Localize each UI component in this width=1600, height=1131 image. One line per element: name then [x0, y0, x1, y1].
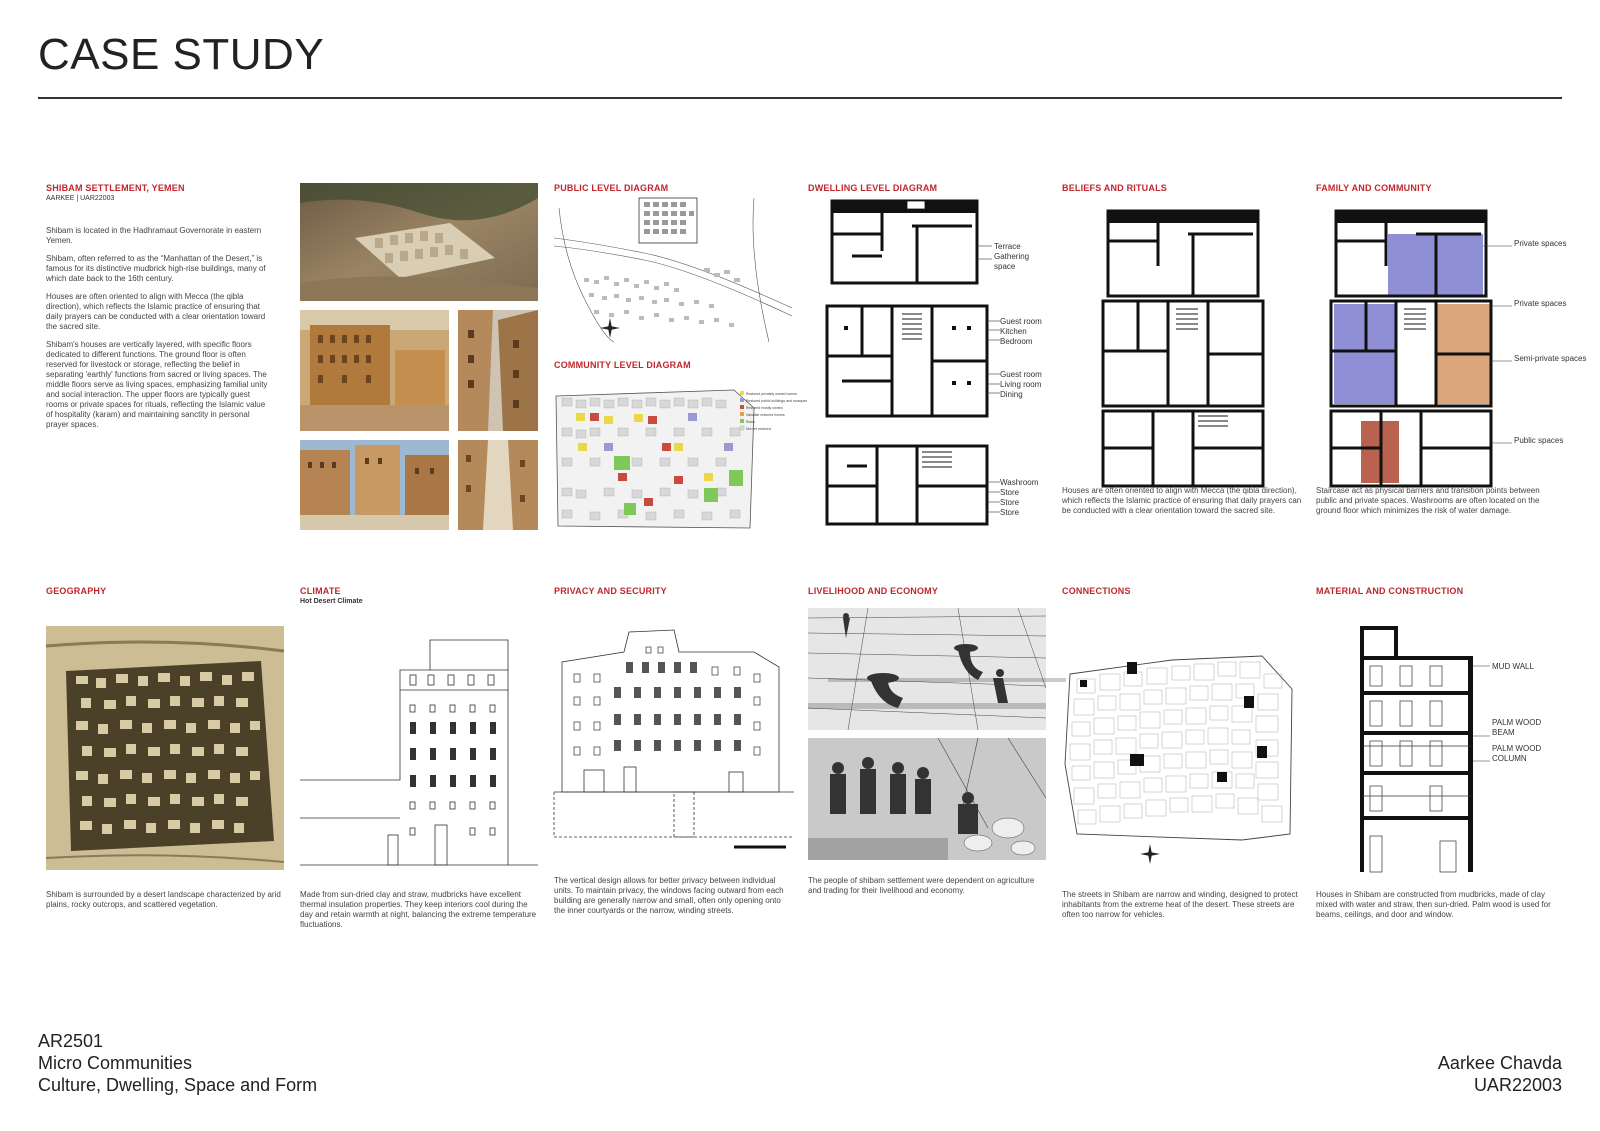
- public-level-heading: PUBLIC LEVEL DIAGRAM: [554, 183, 669, 193]
- legend-item: Restored privately owned homes: [746, 392, 797, 396]
- connections-panel: [1062, 586, 1302, 596]
- geography-panel: [46, 586, 286, 596]
- family-label: Private spaces: [1514, 239, 1567, 248]
- beliefs-plan: [1098, 206, 1268, 490]
- agriculture-engraving: [808, 608, 1046, 730]
- course-topic: Culture, Dwelling, Space and Form: [38, 1075, 318, 1095]
- legend-item: Restored mostly owned: [746, 406, 783, 410]
- dwelling-label: Kitchen: [1000, 327, 1027, 336]
- material-panel: [1316, 586, 1556, 596]
- course-name: Micro Communities: [38, 1053, 193, 1073]
- dwelling-label: space: [994, 262, 1016, 271]
- material-label: MUD WALL: [1492, 662, 1534, 671]
- family-panel: [1316, 183, 1556, 193]
- public-level-panel: [554, 183, 794, 193]
- material-label: PALM WOOD: [1492, 718, 1542, 727]
- connections-caption: The streets in Shibam are narrow and winding, designed to protect inhabitants from the extreme heat of the desert. These streets are often too narrow for vehicles.: [1062, 890, 1298, 919]
- climate-elevation: [300, 630, 538, 870]
- dwelling-label: Guest room: [1000, 370, 1042, 379]
- community-level-heading: COMMUNITY LEVEL DIAGRAM: [554, 360, 691, 370]
- community-level-panel: [554, 360, 794, 370]
- beliefs-heading: BELIEFS AND RITUALS: [1062, 183, 1167, 193]
- beliefs-caption: Houses are often oriented to align with Mecca (the qibla direction), which reflects the Islamic practice of ensuring that daily prayers can be conducted with a clear orientation toward the sacred site.: [1062, 486, 1302, 515]
- geography-aerial: [46, 626, 284, 870]
- privacy-panel: [554, 586, 794, 596]
- climate-heading: CLIMATE: [300, 586, 341, 596]
- page-title: CASE STUDY: [38, 30, 325, 79]
- legend-item: Not yet restored: [746, 427, 771, 431]
- city-street-photo: [300, 440, 449, 530]
- climate-subheading: Hot Desert Climate: [300, 598, 363, 605]
- material-label: COLUMN: [1492, 754, 1527, 763]
- dwelling-label: Guest room: [1000, 317, 1042, 326]
- family-heading: FAMILY AND COMMUNITY: [1316, 183, 1432, 193]
- tower-photo: [458, 310, 538, 431]
- connections-heading: CONNECTIONS: [1062, 586, 1131, 596]
- family-label: Semi-private spaces: [1514, 354, 1587, 363]
- climate-panel: [300, 586, 540, 605]
- street-photo: [300, 310, 449, 431]
- intro-heading: SHIBAM SETTLEMENT, YEMEN: [46, 183, 185, 193]
- dwelling-label: Washroom: [1000, 478, 1039, 487]
- dwelling-label: Terrace: [994, 242, 1021, 251]
- geography-heading: GEOGRAPHY: [46, 586, 107, 596]
- public-level-diagram: [554, 198, 792, 342]
- legend-item: Valuable restored homes: [746, 413, 785, 417]
- dwelling-level-panel: [808, 183, 1048, 193]
- family-caption: Staircase act as physical barriers and transition points between public and private spaces. Washrooms are often located on the ground floor which minimizes the risk of water damage.: [1316, 486, 1540, 515]
- aerial-photo: [300, 183, 538, 301]
- dwelling-label: Store: [1000, 488, 1020, 497]
- intro-paragraph: Shibam's houses are vertically layered, with specific floors dedicated to different functions. The ground floor is often reserved for livestock or storage, reflecting the belief in separating 'earthly' functions from sacred or living spaces. The middle floors serve as living spaces, emphasizing familial unity and social interaction. The upper floors are typically guest rooms or private spaces for rituals, reflecting the Islamic value of hospitality (karam) and maintaining sanctity in personal prayer spaces.: [46, 340, 268, 429]
- title-divider: [38, 97, 1562, 99]
- intro-paragraph: Houses are often oriented to align with Mecca (the qibla direction), which reflects the Islamic practice of ensuring that daily prayers can be conducted with a clear orientation toward the sacred site.: [46, 292, 266, 331]
- alley-photo: [458, 440, 538, 530]
- climate-caption: Made from sun-dried clay and straw, mudbricks have excellent thermal insulation properties. They keep interiors cool during the day and retain warmth at night, balancing the extreme temperature fluctuations.: [300, 890, 537, 929]
- dwelling-label: Store: [1000, 498, 1020, 507]
- dwelling-label: Store: [1000, 508, 1020, 517]
- dwelling-level-heading: DWELLING LEVEL DIAGRAM: [808, 183, 938, 193]
- community-level-diagram: [554, 388, 808, 530]
- livelihood-panel: [808, 586, 1048, 596]
- family-plan: [1326, 206, 1587, 490]
- legend-item: Ruins: [746, 420, 755, 424]
- privacy-caption: The vertical design allows for better privacy between individual units. To maintain privacy, the windows facing outward from each building are generally narrow and small, often only opening onto the inner courtyards or the narrow, winding streets.: [554, 876, 784, 915]
- material-label: BEAM: [1492, 728, 1515, 737]
- author-id: UAR22003: [1473, 1075, 1562, 1095]
- connections-street-map: [1062, 654, 1300, 868]
- dwelling-label: Dining: [1000, 390, 1023, 399]
- legend-item: Restored public buildings and mosques: [746, 399, 808, 403]
- livelihood-heading: LIVELIHOOD AND ECONOMY: [808, 586, 939, 596]
- trading-engraving: [808, 738, 1046, 860]
- dwelling-label: Bedroom: [1000, 337, 1033, 346]
- intro-paragraph: Shibam, often referred to as the “Manhattan of the Desert,” is famous for its distinctive mudbrick high-rise buildings, many of which date back to the 16th century.: [46, 254, 266, 283]
- livelihood-caption: The people of shibam settlement were dependent on agriculture and trading for their livelihood and economy.: [808, 876, 1035, 895]
- family-label: Public spaces: [1514, 436, 1564, 445]
- intro-paragraph: Shibam is located in the Hadhramaut Governorate in eastern Yemen.: [46, 226, 262, 245]
- privacy-elevation: [554, 622, 794, 854]
- author-info: [1438, 1052, 1562, 1096]
- intro-panel: [46, 183, 271, 438]
- beliefs-panel: [1062, 183, 1302, 193]
- material-section: [1340, 626, 1570, 872]
- geography-caption: Shibam is surrounded by a desert landscape characterized by arid plains, rocky outcrops, and scattered vegetation.: [46, 890, 281, 909]
- dwelling-label: Living room: [1000, 380, 1042, 389]
- intro-subheading: AARKEE | UAR22003: [46, 195, 115, 202]
- north-arrow-icon: [1140, 844, 1160, 864]
- dwelling-level-diagram: [822, 196, 1062, 532]
- privacy-heading: PRIVACY AND SECURITY: [554, 586, 667, 596]
- course-code: AR2501: [38, 1031, 104, 1051]
- family-label: Private spaces: [1514, 299, 1567, 308]
- material-label: PALM WOOD: [1492, 744, 1542, 753]
- course-info: [38, 1030, 317, 1096]
- author-name: Aarkee Chavda: [1437, 1053, 1562, 1073]
- intro-body: [46, 226, 271, 430]
- dwelling-label: Gathering: [994, 252, 1030, 261]
- material-heading: MATERIAL AND CONSTRUCTION: [1316, 586, 1464, 596]
- material-caption: Houses in Shibam are constructed from mudbricks, made of clay mixed with water and straw, then sun-dried. Palm wood is used for beams, ceilings, and door and window.: [1316, 890, 1551, 919]
